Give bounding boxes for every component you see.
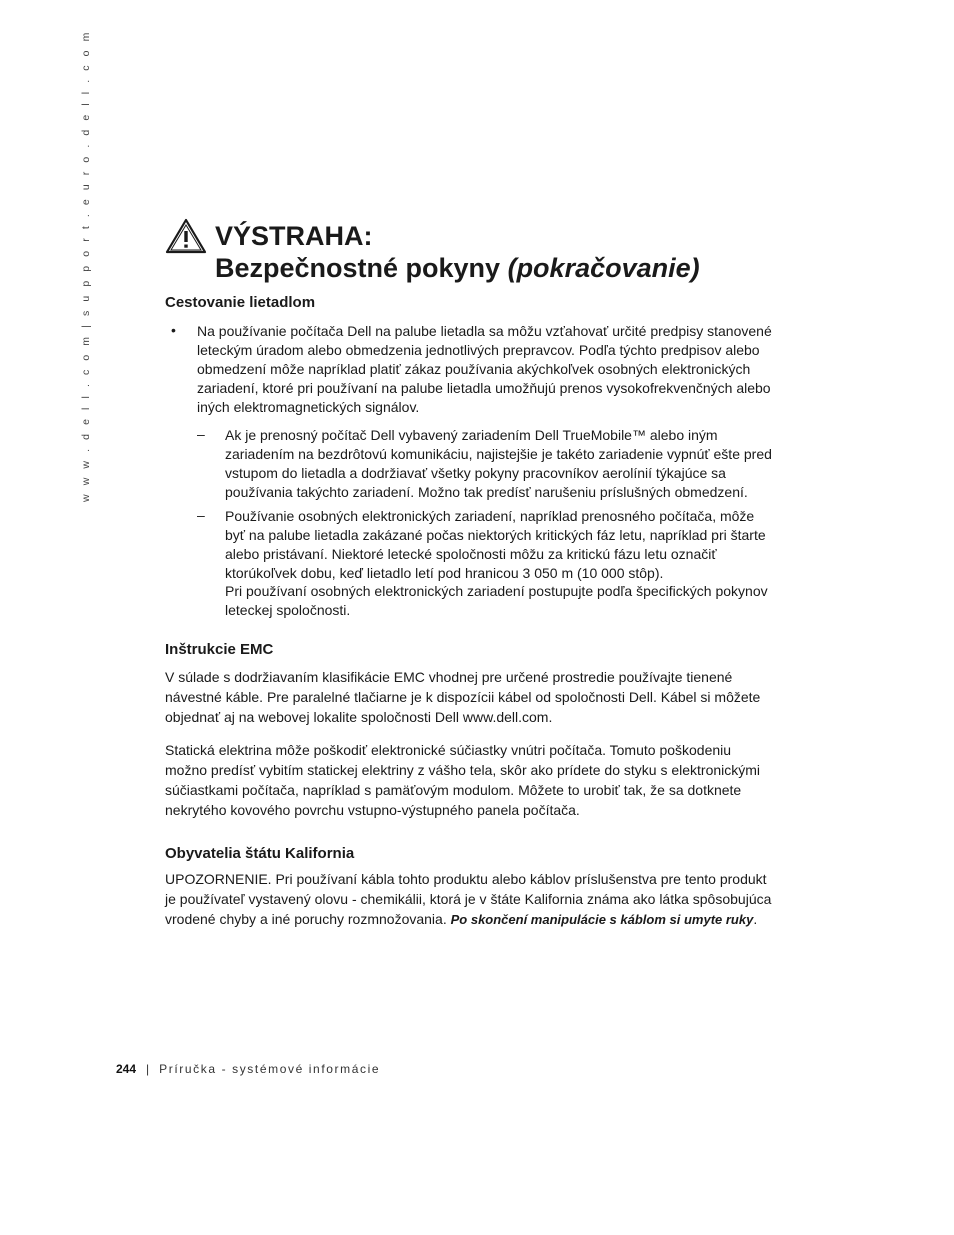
bullet-text: Na používanie počítača Dell na palube lietadla sa môžu vzťahovať určité predpisy stanovené leteckým úradom alebo obmedzenia jednotlivých prepravcov. Podľa týchto predpisov alebo obmedzení môže napríklad platiť zákaz používania akýchkoľvek osobných elektronických zariadení, ktoré pri používaní na palube lietadla umožňujú prenos vysokofrekvenčných alebo iných elektromagnetických signálov. (197, 323, 772, 415)
heading-line1: VÝSTRAHA: (215, 221, 373, 251)
emc-text-end: . (548, 709, 553, 725)
dash-icon: – (197, 426, 205, 442)
side-url: w w w . d e l l . c o m | s u p p o r t . e u r o . d e l l . c o m (80, 29, 92, 502)
emc-paragraph-2: Statická elektrina môže poškodiť elektronické súčiastky vnútri počítača. Tomuto poškodeniu možno predísť vybitím statickej elektriny z vášho tela, skôr ako prídete do styku s elektronickými súčiastkami počítača, napríklad s pamäťovým modulom. Môžete to urobiť tak, že sa dotknete nekrytého kovového povrchu vstupno-výstupného panela počítača. (165, 742, 761, 818)
heading-main: Bezpečnostné pokyny (215, 253, 508, 283)
section-title-air-travel: Cestovanie lietadlom (165, 294, 316, 311)
notice-label: UPOZORNENIE. (165, 871, 272, 887)
bullet-icon: • (171, 322, 176, 338)
emc-text: V súlade s dodržiavaním klasifikácie EMC vhodnej pre určené prostredie používajte tienené návestné káble. Pre paralelné tlačiarne je k dispozícii kábel od spoločnosti Dell. Kábel si môžete objednať aj na webovej lokalite spoločnosti Dell (165, 669, 761, 725)
dash-item-2: Používanie osobných elektronických zariadení, napríklad prenosného počítača, môže byť na palube lietadla zakázané počas niektorých kritických fáz letu, napríklad pri štarte alebo pristávaní. Niektoré letecké spoločnosti môžu za kritickú fázu letu označiť ktorúkoľvek dobu, keď lietadlo letí pod hranicou 3 050 m (10 000 stôp). (225, 508, 766, 581)
notice-end: . (753, 911, 758, 927)
footer-separator: | (146, 1062, 150, 1076)
notice-text: Pri používaní kábla tohto produktu alebo káblov príslušenstva pre tento produkt je používateľ vystavený olovu - chemikálii, ktorá je v štáte Kalifornia známa ako látka spôsobujúca vrodené chyby a iné poruchy rozmnožovania. (165, 871, 772, 927)
california-notice (165, 869, 775, 930)
dell-link[interactable]: www.dell.com (462, 709, 549, 725)
dash-item-1: Ak je prenosný počítač Dell vybavený zariadením Dell TrueMobile™ alebo iným zariadením na bezdrôtovú komunikáciu, najistejšie je takéto zariadenie vypnúť ešte pred vstupom do lietadla a dodržiavať všetky pokyny pracovníkov aerolínií týkajúce sa používania takýchto zariadení. Možno tak predísť narušeniu príslušných obmedzení. (225, 427, 772, 500)
heading-line2 (215, 252, 700, 284)
page-number: 244 (116, 1062, 137, 1076)
footer-text: Príručka - systémové informácie (159, 1062, 381, 1076)
notice-wash-hands: Po skončení manipulácie s káblom si umyte ruky (450, 912, 754, 927)
page-footer (116, 1062, 380, 1076)
emc-paragraph-1 (165, 667, 775, 727)
warning-triangle-icon (165, 218, 207, 254)
section-title-emc: Inštrukcie EMC (165, 641, 274, 658)
section-title-california: Obyvatelia štátu Kalifornia (165, 845, 355, 862)
dash-icon: – (197, 507, 205, 523)
heading-continued: (pokračovanie) (507, 253, 700, 283)
dash-item-2-continuation: Pri používaní osobných elektronických zariadení postupujte podľa špecifických pokynov leteckej spoločnosti. (225, 583, 768, 618)
